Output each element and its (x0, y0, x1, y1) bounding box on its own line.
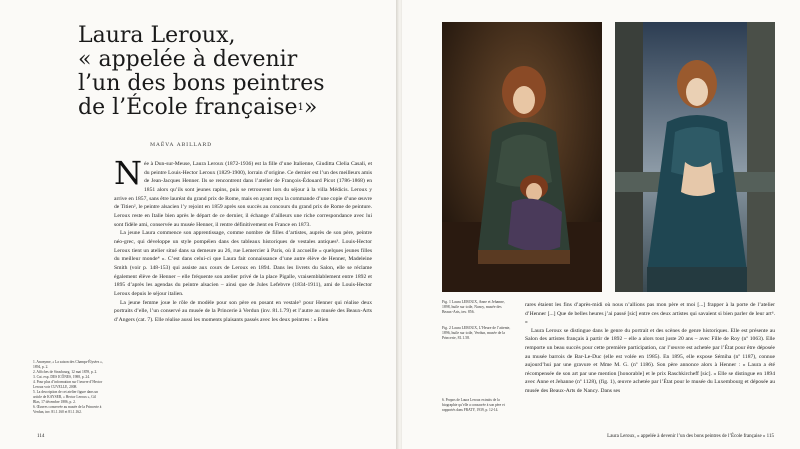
running-footer-right: Laura Leroux, « appelée à devenir l’un des bons peintres de l’École française » 115 (607, 434, 774, 439)
figure-caption-2: Fig. 2 Laura LEROUX, L’Heure de l’attente, 1896, huile sur toile, Verdun, musée de la Princerie, 81.1.58. (442, 326, 511, 341)
footnote: 5. La description de cet atelier figure dans un article de KAYSER, « Hector Leroux », Gil Blas, 17 décembre 1886, p. 2. (33, 390, 98, 404)
title-line-3: l’un des bons peintres (78, 71, 325, 96)
left-page (0, 0, 398, 449)
title-footnote-marker: 1 (297, 102, 304, 113)
figure-caption-1: Fig. 1 Laura LEROUX, Anne et Jehanne, 1898, huile sur toile, Nancy, musée des Beaux-Arts, inv. 856. (442, 300, 505, 315)
footnote: 3. Cat. exp. DES ICÔNES, 1988, p. 24. (33, 375, 90, 379)
title-line-1: Laura Leroux, (78, 23, 236, 48)
title-line-4 (78, 96, 378, 120)
footnote: 6. Œuvres conservée au musée de la Princerie à Verdun, inv. 81.1.160 et 81.1.162. (33, 405, 102, 414)
footnote-six: 6. Propos de Laura Leroux extraits de la biographie qu’elle a consacrée à son père et rapportés dans FRATY, 1939, p. 12-14. (442, 398, 505, 412)
drop-cap: N (114, 154, 142, 192)
article-title (78, 24, 378, 120)
body-paragraph: La jeune femme joue le rôle de modèle pour son père en posant en vestale⁵ pour Henner qui réalise deux portraits d’elle, l’un conservé au musée de la Princerie à Verdun (inv. 81.1.79) et l’autre au musée des Beaux-Arts d’Angers (cat. 7). Elle réalise aussi les moments plaisants passés avec les deux peintres : « Bien (114, 299, 372, 323)
body-paragraph: rares étaient les fins d’après-midi où nous n’allions pas mon père et moi [...] frapper à la porte de l’atelier d’Henner [...] Que de belles heures j’ai passé [sic] entre ces deux artistes qui savaient si bien parler de leur art⁶. » (525, 302, 775, 326)
title-line-4-text: de l’École française (78, 95, 298, 120)
body-paragraph: Laura Leroux se distingue dans le genre du portrait et des scènes de genre historiques. Elle est présente au Salon des artistes français à partir de 1892 – elle a alors tout juste 20 ans – avec Fille de Roy (nº 1063). Elle remporte un beau succès pour cette première participation, car l’œuvre est achetée par l’État pour être déposée au musée barrois de Bar-Le-Duc (elle est volée en 1985). En 1895, elle expose Sémiha (nº 1187), connue aujourd’hui par une gravure et Mme M. G. (nº 1186). Son père annonce alors à Henner : « Laura a été récompensée de son art par une mention [honorable] et le prix Raschkircheff [sic]. » Elle se distingue en 1894 avec Anne et Jehanne (nº 1128), (fig. 1), œuvre achetée par l’État pour le musée du Luxembourg et déposée au musée des Beaux-Arts de Nancy. Dans ses (525, 327, 775, 394)
body-paragraph: La jeune Laura commence son apprentissage, comme nombre de filles d’artistes, auprès de son père, peintre néo-grec, qui développe un style pompéien dans des tableaux historiques de vestales antiques³. Louis-Hector Leroux tient un atelier situé dans sa demeure au 26, rue Lemercier à Paris, où il accueille « quelques jeunes filles du meilleur monde⁴ ». C’est dans celui-ci que Laura fait connaissance d’une autre élève de Henner, Madeleine Smith (voir p. 148-153) qui assiste aux cours de Leroux en 1894. Dans les livrets du Salon, elle se réclame également élève de Henner – elle fréquente son atelier privé de la place Pigalle, vraisemblablement entre 1892 et 1895 d’après les agendas du peintre alsacien – ainsi que de Jules Lefebvre (1834-1911), ami de Louis-Hector Leroux depuis le séjour italien. (114, 230, 372, 297)
painting-image-2 (615, 22, 775, 292)
painting-anne-et-jehanne (442, 22, 602, 292)
painting-image-1 (442, 22, 602, 292)
author-name: MAËVA ABILLARD (150, 142, 213, 148)
right-page (402, 0, 800, 449)
right-body-text (525, 301, 775, 396)
left-body-text (114, 154, 372, 324)
footnotes (33, 360, 103, 415)
title-line-2: « appelée à devenir (78, 47, 298, 72)
footnote: 1. Anonyme, « La saison des Champs-Élysées », 1894, p. 2. (33, 360, 103, 369)
footnote: 4. Pour plus d’information sur l’œuvre d’Hector Leroux voir CUVELLE, 2008. (33, 380, 103, 389)
title-closing-quote: » (303, 95, 318, 120)
page-number-left: 114 (37, 434, 45, 439)
painting-heure-de-l-attente (615, 22, 775, 292)
footnote: 2. Affiches de Strasbourg, 12 mai 1859, p. 2. (33, 370, 98, 374)
body-paragraph: ée à Dun-sur-Meuse, Laura Leroux (1872-1936) est la fille d’une Italienne, Giuditta Clelia Casali, et du peintre Louis-Hector Leroux (1829-1900), lorrain d’origine. Ce dernier est l’un des meilleurs amis de Jean-Jacques Henner. Ils se rencontrent dans l’atelier de François-Édouard Picot (1786-1868) en 1851 alors qu’ils sont jeunes rapins, puis se retrouvent lors du séjour à la villa Médicis. Leroux y arrive en 1857, sans être lauréat du grand prix de Rome, mais en ayant reçu la commande d’une copie d’une œuvre de Titien², le peintre alsacien l’y rejoint en 1859 après son succès au concours du grand prix de Rome de peinture. Leroux reste en Italie bien après le départ de ce dernier, il échange d’ailleurs une riche correspondance avec lui sont fidèle ami, conservée au musée Henner, il rentre définitivement en France en 1873. (114, 161, 372, 228)
